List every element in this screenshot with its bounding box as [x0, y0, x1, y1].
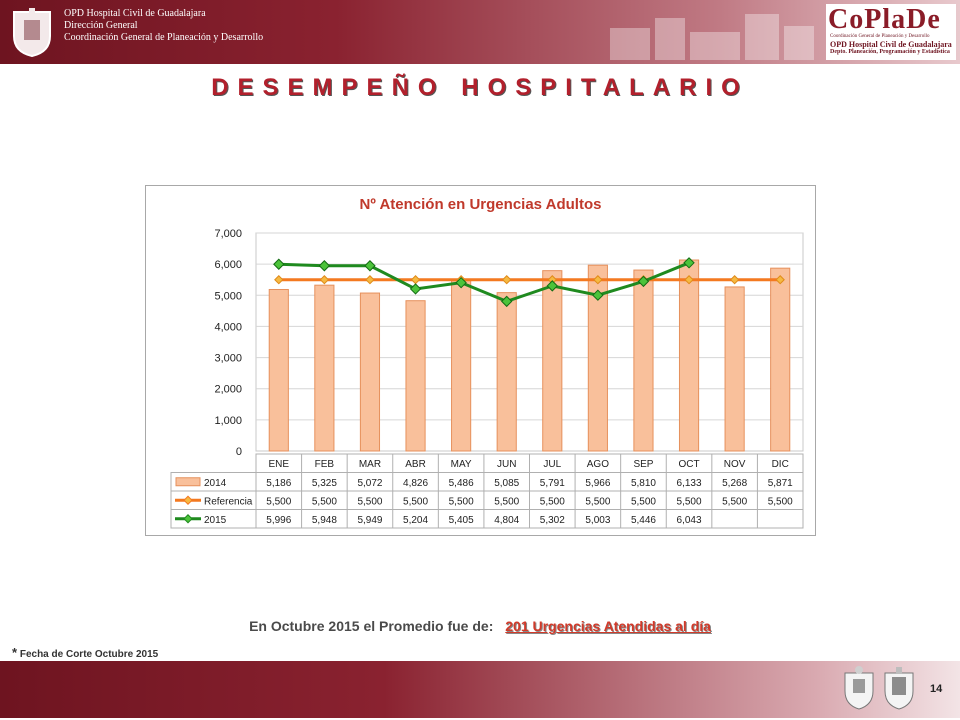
data-label: 5,500 — [494, 496, 520, 508]
hospital-crest-icon — [10, 6, 54, 58]
x-tick-label: OCT — [678, 459, 700, 470]
data-label: 5,325 — [311, 477, 337, 489]
y-tick-label: 6,000 — [214, 259, 242, 272]
y-tick-label: 1,000 — [214, 414, 242, 427]
data-label: 5,500 — [676, 496, 702, 508]
data-label: 5,810 — [630, 477, 656, 489]
x-tick-label: ENE — [268, 459, 290, 470]
footer-bar — [0, 661, 960, 718]
data-label: 5,791 — [539, 477, 565, 489]
data-label: 5,405 — [448, 514, 474, 526]
bar-2014 — [497, 293, 516, 451]
x-tick-label: AGO — [586, 459, 609, 470]
data-label: 5,500 — [357, 496, 383, 508]
data-label: 5,186 — [266, 477, 292, 489]
data-label: 5,085 — [494, 477, 520, 489]
data-label: 5,500 — [311, 496, 337, 508]
x-tick-label: MAR — [358, 459, 382, 470]
coplade-line-3: Depto. Planeación, Programación y Estadística — [830, 49, 950, 55]
header-text — [64, 8, 263, 44]
data-label: 4,804 — [494, 514, 520, 526]
data-label: 5,446 — [630, 514, 656, 526]
summary — [0, 618, 960, 634]
footnote — [12, 645, 158, 660]
bar-2014 — [315, 285, 334, 451]
legend-label: Referencia — [204, 496, 253, 508]
university-crest-icon — [882, 665, 916, 711]
summary-prefix: En Octubre 2015 el Promedio fue de: — [249, 618, 494, 634]
header-line-1: OPD Hospital Civil de Guadalajara — [64, 8, 206, 19]
data-label: 5,948 — [311, 514, 337, 526]
x-tick-label: JUN — [496, 459, 517, 470]
y-tick-label: 5,000 — [214, 290, 242, 303]
data-label: 5,486 — [448, 477, 474, 489]
legend-key-2014 — [176, 478, 200, 486]
bar-2014 — [360, 293, 379, 451]
y-tick-label: 3,000 — [214, 352, 242, 365]
data-label: 5,003 — [585, 514, 611, 526]
header-bar — [0, 0, 960, 64]
data-label: 5,966 — [585, 477, 611, 489]
chart-frame — [145, 185, 816, 536]
coplade-line-2: OPD Hospital Civil de Guadalajara — [830, 40, 952, 49]
bar-2014 — [406, 301, 425, 451]
data-label: 5,500 — [767, 496, 793, 508]
y-tick-label: 7,000 — [214, 228, 242, 240]
data-label: 5,996 — [266, 514, 292, 526]
building-illustration — [600, 10, 820, 60]
data-label: 5,500 — [448, 496, 474, 508]
y-tick-label: 2,000 — [214, 383, 242, 396]
data-label: 5,500 — [722, 496, 748, 508]
data-label: 5,500 — [539, 496, 565, 508]
data-label: 6,133 — [676, 477, 702, 489]
coplade-panel — [826, 4, 956, 60]
page-title: DESEMPEÑO HOSPITALARIO — [211, 74, 749, 101]
legend-label: 2015 — [204, 514, 227, 526]
data-label: 5,500 — [266, 496, 292, 508]
data-label: 5,268 — [722, 477, 748, 489]
summary-highlight: 201 Urgencias Atendidas al día — [505, 618, 711, 634]
data-label: 5,302 — [539, 514, 565, 526]
page-number: 14 — [930, 683, 943, 695]
chart-title: Nº Atención en Urgencias Adultos — [359, 196, 602, 213]
x-tick-label: FEB — [314, 459, 335, 470]
data-label: 6,043 — [676, 514, 702, 526]
state-crest-icon — [842, 665, 876, 711]
data-label: 5,500 — [403, 496, 429, 508]
bar-2014 — [679, 260, 698, 451]
data-label: 5,072 — [357, 477, 383, 489]
footnote-star: * — [12, 645, 18, 660]
x-tick-label: ABR — [405, 459, 426, 470]
bar-2014 — [771, 268, 790, 451]
chart-svg — [146, 186, 815, 535]
x-tick-label: JUL — [543, 459, 562, 470]
x-tick-label: NOV — [723, 459, 746, 470]
coplade-line-1: Coordinación General de Planeación y Desarrollo — [830, 34, 930, 39]
legend-label: 2014 — [204, 477, 227, 489]
header-line-2: Dirección General — [64, 20, 138, 31]
data-label: 5,949 — [357, 514, 383, 526]
coplade-logo: CoPlaDe — [828, 4, 941, 35]
coplade-text — [830, 34, 952, 56]
data-label: 4,826 — [403, 477, 429, 489]
header-line-3: Coordinación General de Planeación y Desarrollo — [64, 32, 264, 43]
x-tick-label: DIC — [771, 459, 789, 470]
bar-2014 — [725, 287, 744, 451]
bar-2014 — [269, 289, 288, 451]
bar-2014 — [634, 270, 653, 451]
footnote-text: Fecha de Corte Octubre 2015 — [19, 649, 159, 660]
data-label: 5,500 — [585, 496, 611, 508]
data-label: 5,871 — [767, 477, 793, 489]
data-label: 5,204 — [403, 514, 429, 526]
bar-2014 — [452, 280, 471, 451]
y-tick-label: 4,000 — [214, 321, 242, 334]
data-label: 5,500 — [630, 496, 656, 508]
x-tick-label: MAY — [450, 459, 472, 470]
x-tick-label: SEP — [633, 459, 654, 470]
bar-2014 — [543, 271, 562, 451]
y-tick-label: 0 — [235, 446, 242, 458]
